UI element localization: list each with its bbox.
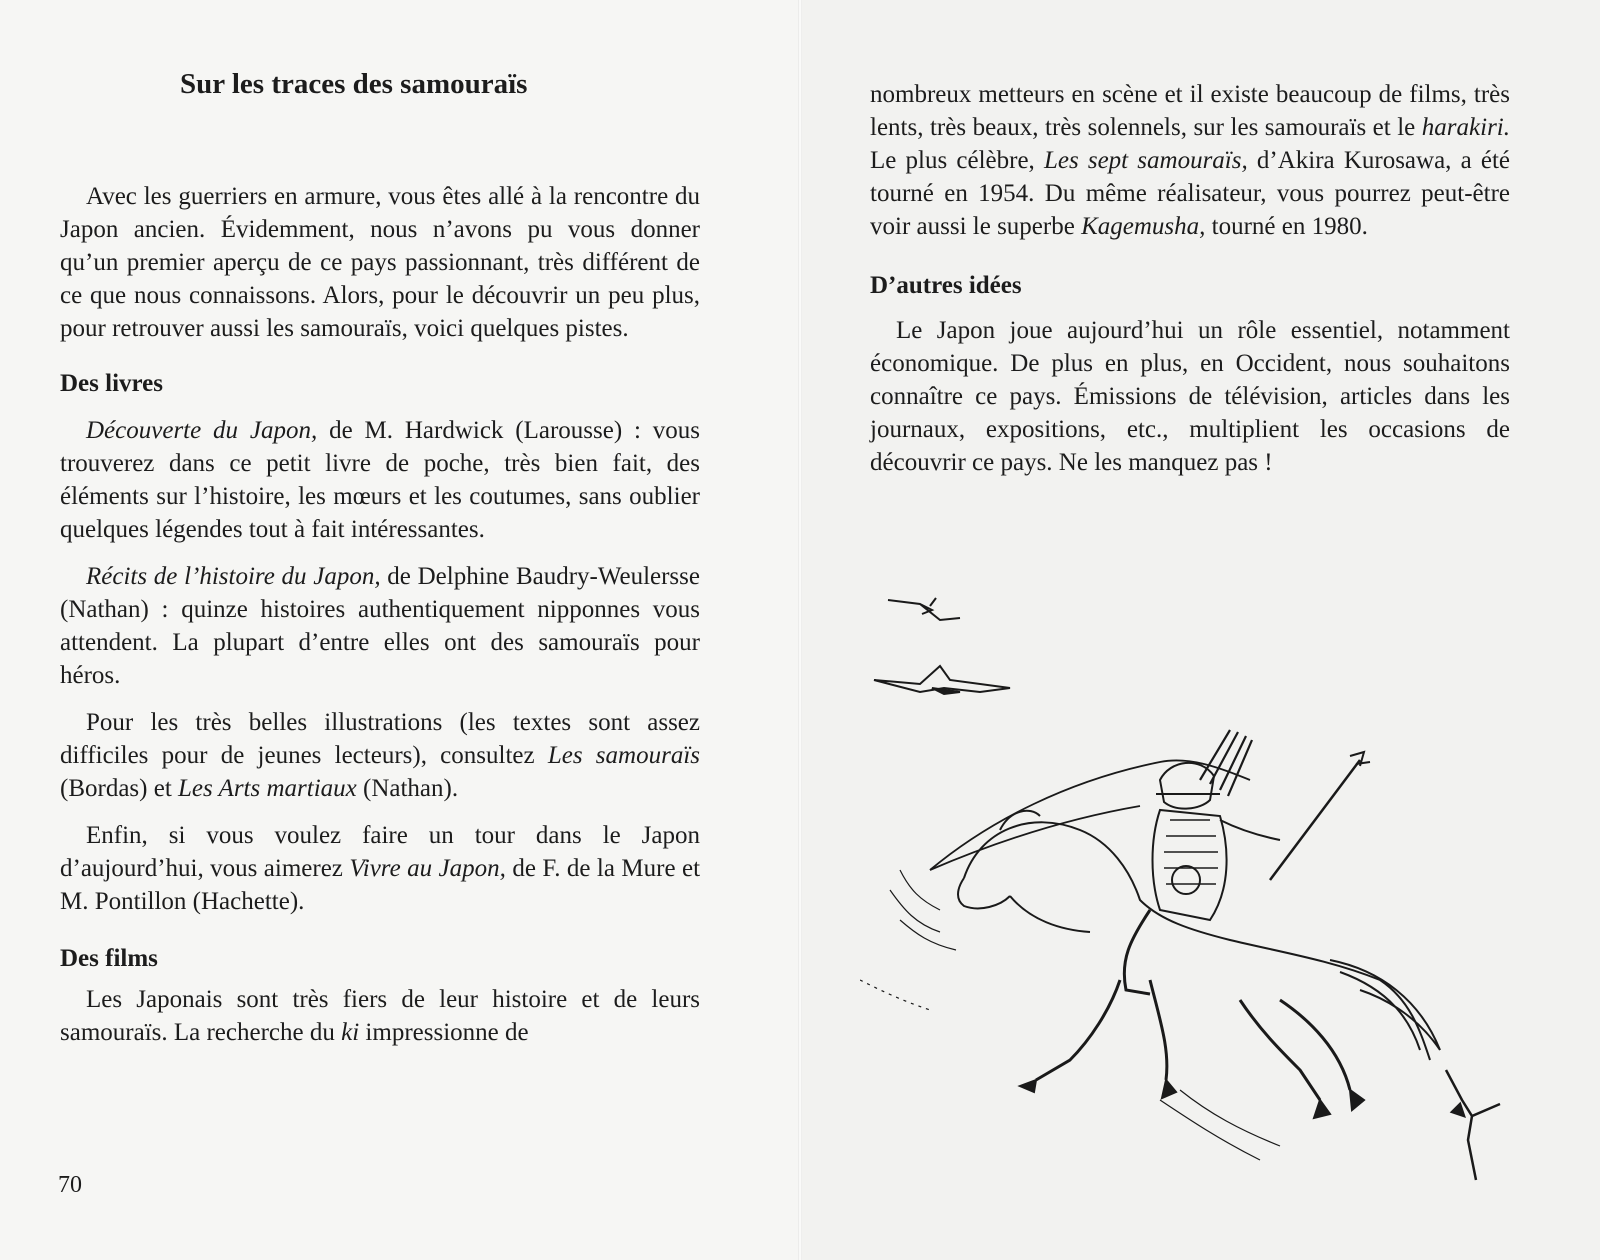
book-paragraph-3-text-a: Pour les très belles illustrations (les textes sont assez difficiles pour de jeunes lecteurs), consultez bbox=[60, 709, 700, 769]
ideas-paragraph: Le Japon joue aujourd’hui un rôle essentiel, notamment économique. De plus en plus, en Occident, nous souhaitons connaître ce pays. Émissions de télévision, articles dans les journaux, expositions, etc., multiplient les occasions de découvrir ce pays. Ne les manquez pas ! bbox=[870, 317, 1510, 476]
films-paragraph-text-b: impressionne de bbox=[359, 1019, 529, 1046]
films-paragraph bbox=[60, 983, 700, 1049]
heading-des-films: Des films bbox=[60, 945, 158, 972]
book-paragraph-2 bbox=[60, 560, 700, 692]
book-title-samourais: Les samouraïs bbox=[547, 742, 700, 769]
bird-icon bbox=[888, 598, 960, 620]
book-title-vivre-au-japon: Vivre au Japon, bbox=[349, 855, 506, 882]
bird-icon bbox=[874, 666, 1010, 694]
horse bbox=[958, 811, 1440, 1118]
page-number: 70 bbox=[58, 1172, 82, 1198]
bird-icon bbox=[1446, 1070, 1500, 1180]
films-continued-text-a: nombreux metteurs en scène et il existe beaucoup de films, très lents, très beaux, très solennels, sur les samouraïs et le bbox=[870, 81, 1510, 141]
book-title-arts-martiaux: Les Arts martiaux bbox=[178, 775, 357, 802]
book-paragraph-2-text: de Delphine Baudry-Weulersse (Nathan) : quinze histoires authentiquement nipponnes vous attendent. La plupart d’entre elles ont des samouraïs pour héros. bbox=[60, 563, 700, 689]
films-continued-text-b: Le plus célèbre, bbox=[870, 147, 1044, 174]
films-continued-text-d: tourné en 1980. bbox=[1205, 213, 1368, 240]
right-column bbox=[870, 78, 1510, 479]
book-title-decouverte: Découverte du Japon, bbox=[86, 417, 318, 444]
heading-autres-idees: D’autres idées bbox=[870, 272, 1022, 299]
book-paragraph-4 bbox=[60, 819, 700, 918]
word-harakiri: harakiri. bbox=[1421, 114, 1510, 141]
samurai-rider bbox=[1124, 730, 1370, 994]
films-continued-text-c: d’Akira Kurosawa, a été tourné en 1954. Du même réalisateur, vous pourrez peut-être voir aussi le superbe bbox=[870, 147, 1510, 240]
word-ki: ki bbox=[341, 1019, 360, 1046]
book-title-recits: Récits de l’histoire du Japon, bbox=[86, 563, 381, 590]
book-paragraph-3 bbox=[60, 706, 700, 805]
intro-paragraph: Avec les guerriers en armure, vous êtes allé à la rencontre du Japon ancien. Évidemment, nous n’avons pu vous donner qu’un premier aperçu de ce pays passionnant, très différent de ce que nous connaissons. Alors, pour le découvrir un peu plus, pour retrouver aussi les samouraïs, voici quelques pistes. bbox=[60, 183, 700, 342]
book-paragraph-3-text-c: (Nathan). bbox=[356, 775, 459, 802]
book-paragraph-3-text-b: (Bordas) et bbox=[60, 775, 179, 802]
book-paragraph-4-text-b: de F. de la Mure et M. Pontillon (Hachette). bbox=[60, 855, 701, 915]
book-paragraph-1-text: de M. Hardwick (Larousse) : vous trouverez dans ce petit livre de poche, très bien fait, des éléments sur l’histoire, les mœurs et les coutumes, sans oublier quelques légendes tout à fait intéressantes. bbox=[60, 417, 701, 543]
film-title-sept-samourais: Les sept samouraïs, bbox=[1043, 147, 1248, 174]
page-title: Sur les traces des samouraïs bbox=[180, 68, 528, 100]
book-paragraph-4-text-a: Enfin, si vous voulez faire un tour dans le Japon d’aujourd’hui, vous aimerez bbox=[60, 822, 700, 882]
book-paragraph-1 bbox=[60, 414, 700, 546]
films-paragraph-text-a: Les Japonais sont très fiers de leur histoire et de leurs samouraïs. La recherche du bbox=[60, 986, 700, 1046]
films-continued-paragraph bbox=[870, 78, 1510, 243]
left-column bbox=[60, 180, 700, 1049]
samurai-on-horseback-illustration bbox=[860, 580, 1540, 1220]
motion-lines bbox=[860, 870, 1280, 1160]
film-title-kagemusha: Kagemusha, bbox=[1081, 213, 1206, 240]
heading-des-livres: Des livres bbox=[60, 370, 163, 397]
book-gutter bbox=[798, 0, 802, 1260]
